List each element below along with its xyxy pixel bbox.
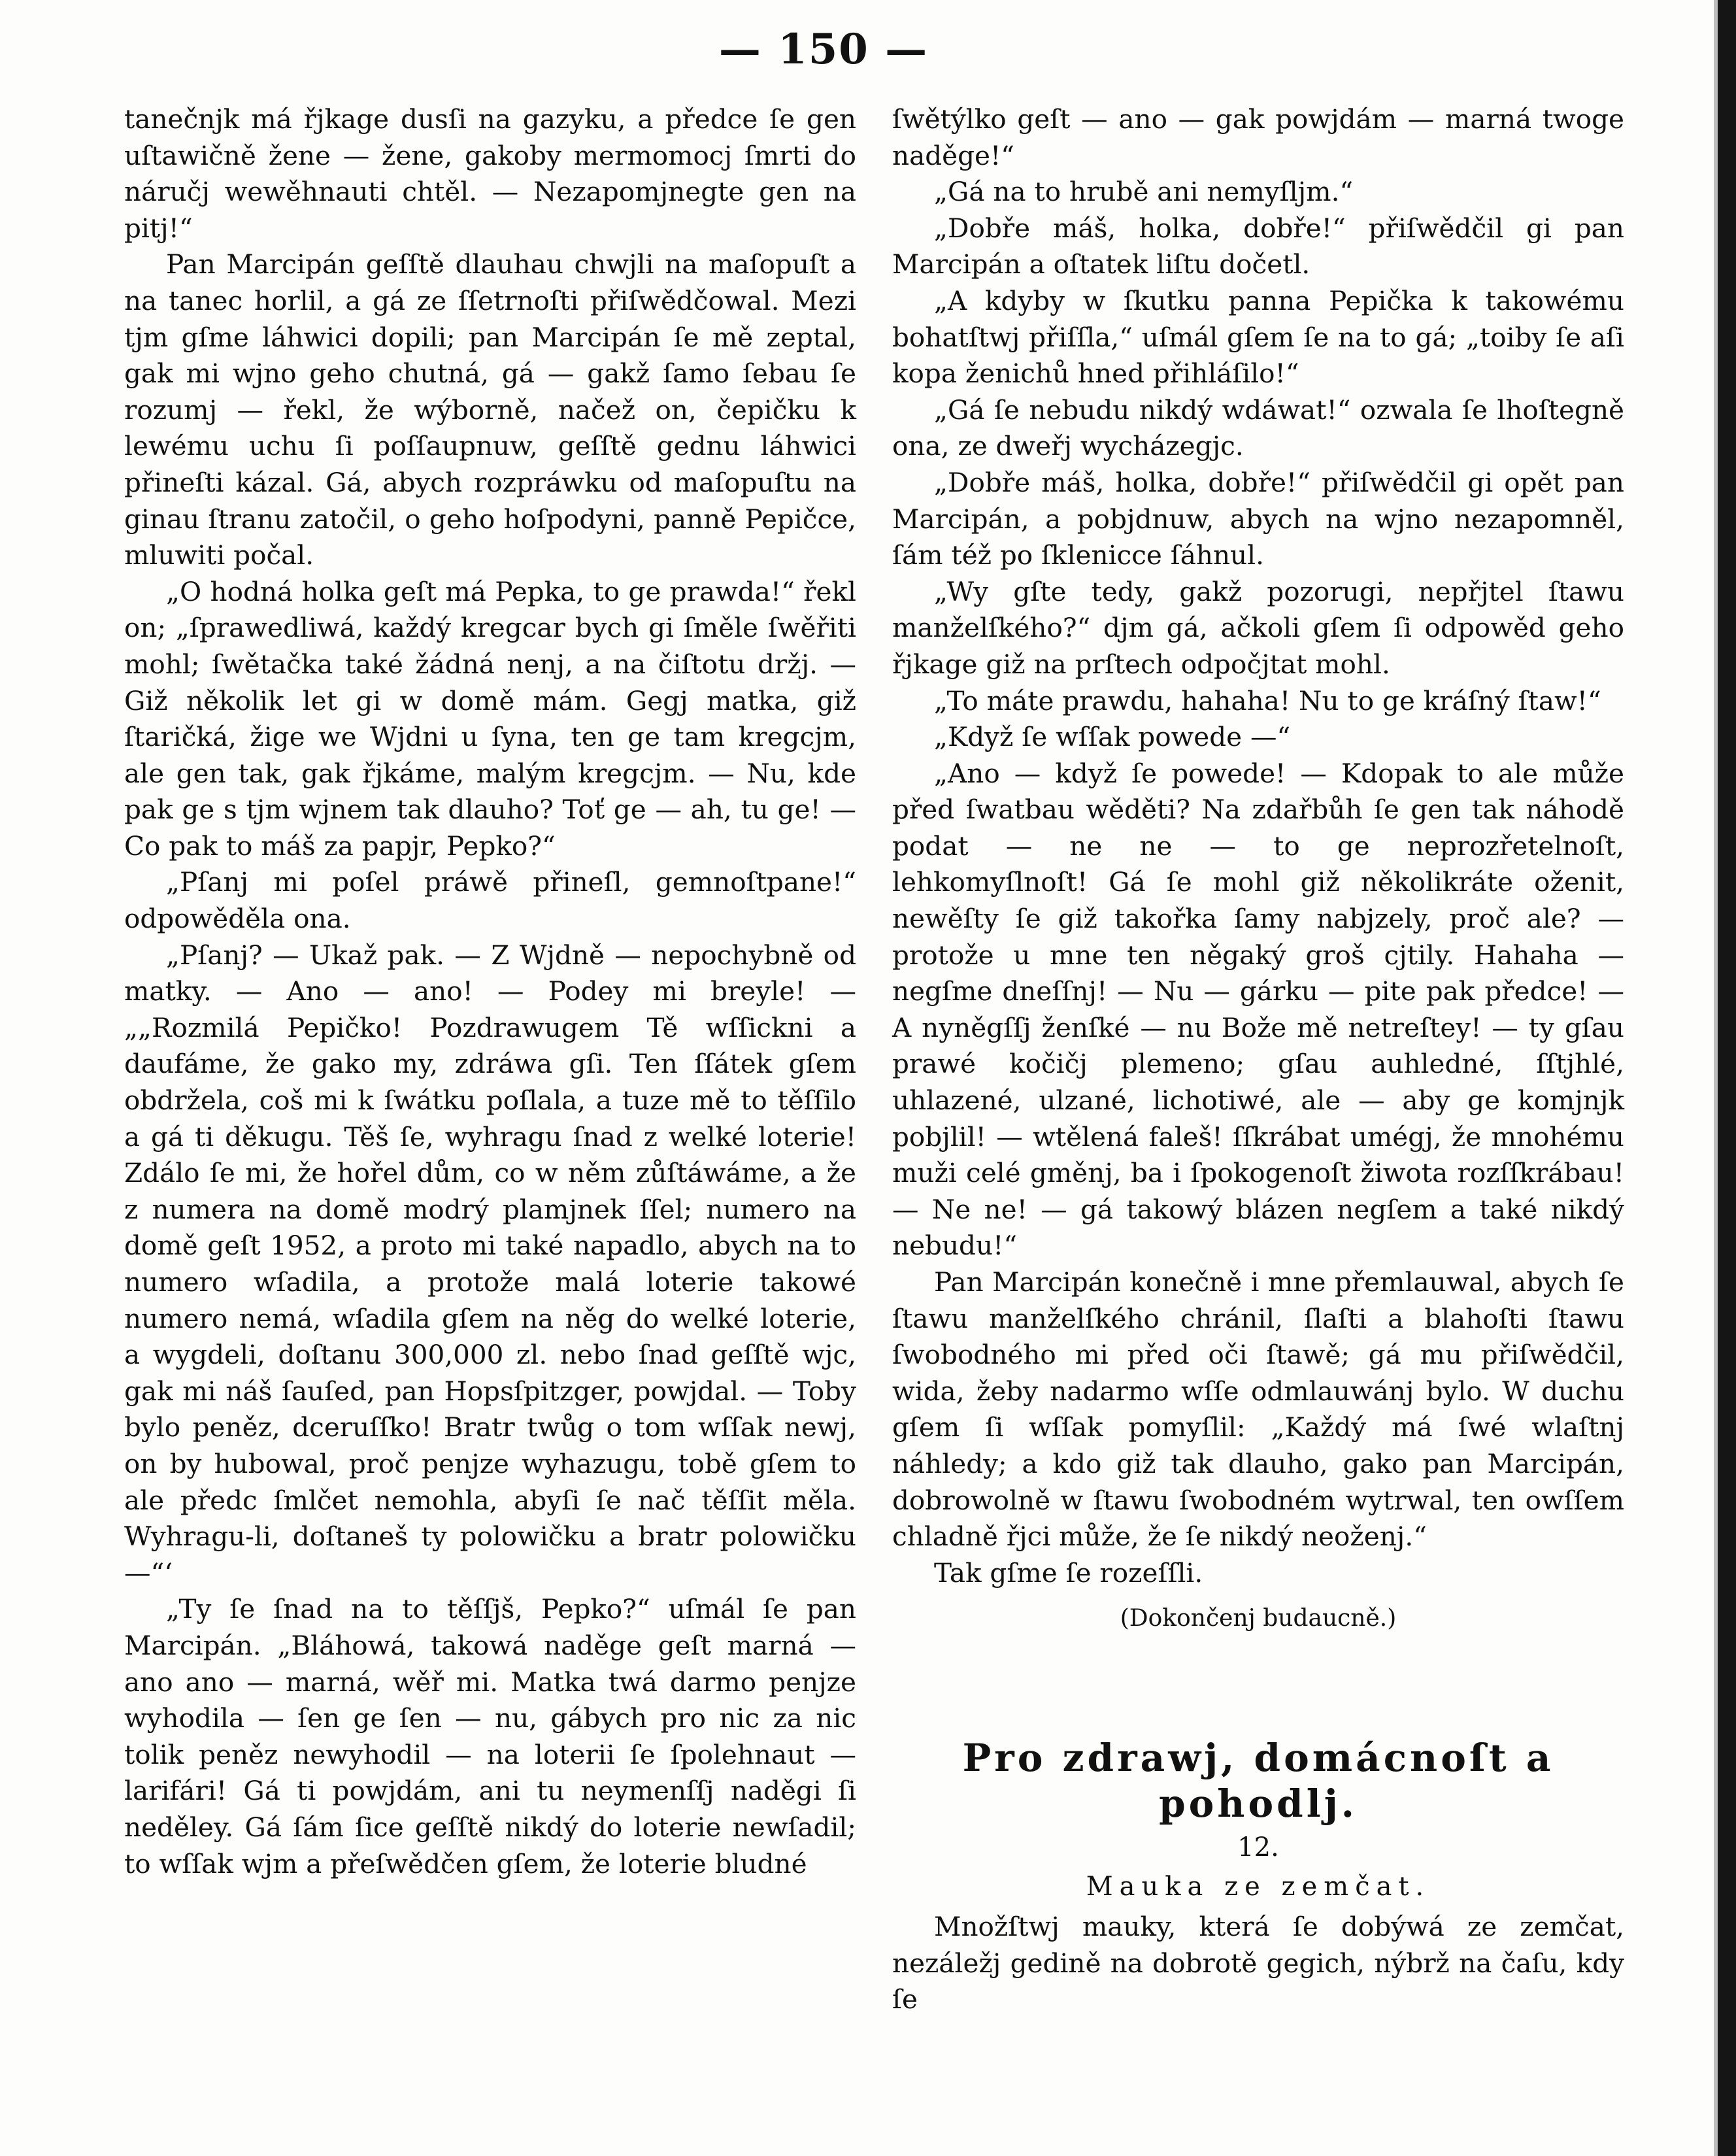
- paragraph: tanečnjk má řjkage dusſi na gazyku, a předce ſe gen uſtawičně žene — žene, gakoby mermomocj ſmrti do náručj wewěhnauti chtěl. — Nezapomjnegte gen na pitj!“: [124, 103, 856, 244]
- section-number: 12.: [1237, 1832, 1279, 1862]
- paragraph: „Dobře máš, holka, dobře!“ přiſwědčil gi pan Marcipán a oſtatek liſtu dočetl.: [892, 212, 1624, 280]
- paragraph: „Dobře máš, holka, dobře!“ přiſwědčil gi opět pan Marcipán, a pobjdnuw, abych na wjno nezapomněl, ſám též po ſklenicce ſáhnul.: [892, 466, 1624, 571]
- paragraph: Pan Marcipán geſſtě dlauhau chwjli na maſopuſt a na tanec horlil, a gá ze ſſetrnoſti přiſwědčowal. Mezi tjm gſme láhwici dopili; pan Marcipán ſe mě zeptal, gak mi wjno geho chutná, gá — gakž ſamo ſebau ſe rozumj — řekl, že wýborně, načež on, čepičku k lewému uchu ſi poſſaupnuw, geſſtě gednu láhwici přineſti kázal. Gá, abych rozpráwku od maſopuſtu na ginau ſtranu zatočil, o geho hoſpodyni, panně Pepičce, mluwiti počal.: [124, 248, 856, 571]
- paragraph: „Pſanj? — Ukaž pak. — Z Wjdně — nepochybně od matky. — Ano — ano! — Podey mi breyle! — „„Rozmilá Pepičko! Pozdrawugem Tě wſſickni a daufáme, že gako my, zdráwa gſi. Ten ſſátek gſem obdržela, coš mi k ſwátku poſlala, a tuze mě to těſſilo a gá ti děkugu. Těš ſe, wyhragu ſnad z welké loterie! Zdálo ſe mi, že hořel dům, co w něm zůſtáwáme, a že z numera na domě modrý plamjnek ſſel; numero na domě geſt 1952, a proto mi také napadlo, abych na to numero wſadila, a protože malá loterie takowé numero nemá, wſadila gſem na něg do welké loterie, a wygdeli, doſtanu 300,000 zl. nebo ſnad geſſtě wjc, gak mi náš ſauſed, pan Hopsſpitzger, powjdal. — Toby bylo peněz, dceruſſko! Bratr twůg o tom wſſak newj, on by hubowal, proč penjze wyhazugu, tobě gſem to ale předc ſmlčet nemohla, abyſi ſe nač těſſit měla. Wyhragu-li, doſtaneš ty polowičku a bratr polowičku —“‘: [124, 939, 856, 1589]
- paragraph: „Gá na to hrubě ani nemyſljm.“: [934, 176, 1354, 208]
- scan-edge-border: [1718, 0, 1736, 2156]
- paragraph: „To máte prawdu, hahaha! Nu to ge kráſný ſtaw!“: [934, 684, 1601, 716]
- paragraph: „Ty ſe ſnad na to těſſjš, Pepko?“ uſmál ſe pan Marcipán. „Bláhowá, takowá naděge geſt marná — ano ano — marná, wěř mi. Matka twá darmo penjze wyhodila — ſen ge ſen — nu, gábych pro nic za nic tolik peněz newyhodil — na loterii ſe ſpolehnaut — larifári! Gá ti powjdám, ani tu neymenſſj naděgi ſi neděley. Gá ſám ſice geſſtě nikdý do loterie newſadil; to wſſak wjm a přeſwědčen gſem, že loterie bludné: [124, 1593, 856, 1879]
- section-divider-space: [892, 1637, 1624, 1735]
- continuation-note: (Dokončenj budaucně.): [1120, 1605, 1397, 1632]
- right-column: [892, 101, 1624, 2018]
- paragraph: „Ano — když ſe powede! — Kdopak to ale může před ſwatbau wěděti? Na zdařbůh ſe gen tak náhodě podat — ne ne — to ge neprozřetelnoſt, lehkomyſlnoſt! Gá ſe mohl giž několikráte oženit, newěſty ſe giž takořka ſamy nabjzely, proč ale? — protože u mne ten něgaký groš cjtily. Hahaha — negſme dneſſnj! — Nu — gárku — pite pak předce! — A nyněgſſj ženſké — nu Bože mě netreſtey! — ty gſau prawé kočičj plemeno; gſau auhledné, ſſtjhlé, uhlazené, ulzané, lichotiwé, ale — aby ge komjnjk pobjlil! — wtělená faleš! ſſkrábat umégj, že mnohému muži celé gměnj, ba i ſpokogenoſt žiwota rozſſkrábau! — Ne ne! — gá takowý blázen negſem a také nikdý nebudu!“: [892, 757, 1624, 1262]
- page-number: — 150 —: [718, 25, 929, 74]
- left-column: [124, 101, 856, 1882]
- paragraph: Množſtwj mauky, která ſe dobýwá ze zemčat, nezáležj gedině na dobrotě gegich, nýbrž na čaſu, kdy ſe: [892, 1910, 1624, 2015]
- article-subtitle: Mauka ze zemčat.: [1086, 1871, 1431, 1902]
- paragraph: Tak gſme ſe rozeſſli.: [934, 1557, 1203, 1589]
- paragraph: „Pſanj mi poſel práwě přineſl, gemnoſtpane!“ odpowěděla ona.: [124, 866, 856, 935]
- paragraph: „O hodná holka geſt má Pepka, to ge prawda!“ řekl on; „ſprawedliwá, každý kregcar bych gi ſměle ſwěřiti mohl; ſwětačka také žádná nenj, a na čiſtotu držj. — Giž několik let gi w domě mám. Gegj matka, giž ſtaričká, žige we Wjdni u ſyna, ten ge tam kregcjm, ale gen tak, gak řjkáme, malým kregcjm. — Nu, kde pak ge s tjm wjnem tak dlauho? Toť ge — ah, tu ge! — Co pak to máš za papjr, Pepko?“: [124, 575, 856, 862]
- paragraph: „Wy gſte tedy, gakž pozorugi, nepřjtel ſtawu manželſkého?“ djm gá, ačkoli gſem ſi odpowěd geho řjkage giž na prſtech odpočjtat mohl.: [892, 575, 1624, 680]
- paragraph: „Gá ſe nebudu nikdý wdáwat!“ ozwala ſe lhoſtegně ona, ze dweřj wycházegjc.: [892, 394, 1624, 462]
- paragraph: „Když ſe wſſak powede —“: [934, 721, 1291, 753]
- paragraph: ſwětýlko geſt — ano — gak powjdám — marná twoge naděge!“: [892, 103, 1624, 171]
- paragraph: Pan Marcipán konečně i mne přemlauwal, abych ſe ſtawu manželſkého chránil, ſlaſti a blahoſti ſtawu ſwobodného mi před oči ſtawě; gá mu přiſwědčil, wida, žeby nadarmo wſſe odmlauwánj bylo. W duchu gſem ſi wſſak pomyſlil: „Každý má ſwé wlaſtnj náhledy; a kdo giž tak dlauho, gako pan Marcipán, dobrowolně w ſtawu ſwobodném wytrwal, ten owſſem chladně řjci může, že ſe nikdý neoženj.“: [892, 1266, 1624, 1553]
- paragraph: „A kdyby w ſkutku panna Pepička k takowému bohatſtwj přiſſla,“ uſmál gſem ſe na to gá; „toiby ſe aſi kopa ženichů hned přihláſilo!“: [892, 284, 1624, 390]
- section-title: Pro zdrawj, domácnoſt a pohodlj.: [962, 1735, 1554, 1826]
